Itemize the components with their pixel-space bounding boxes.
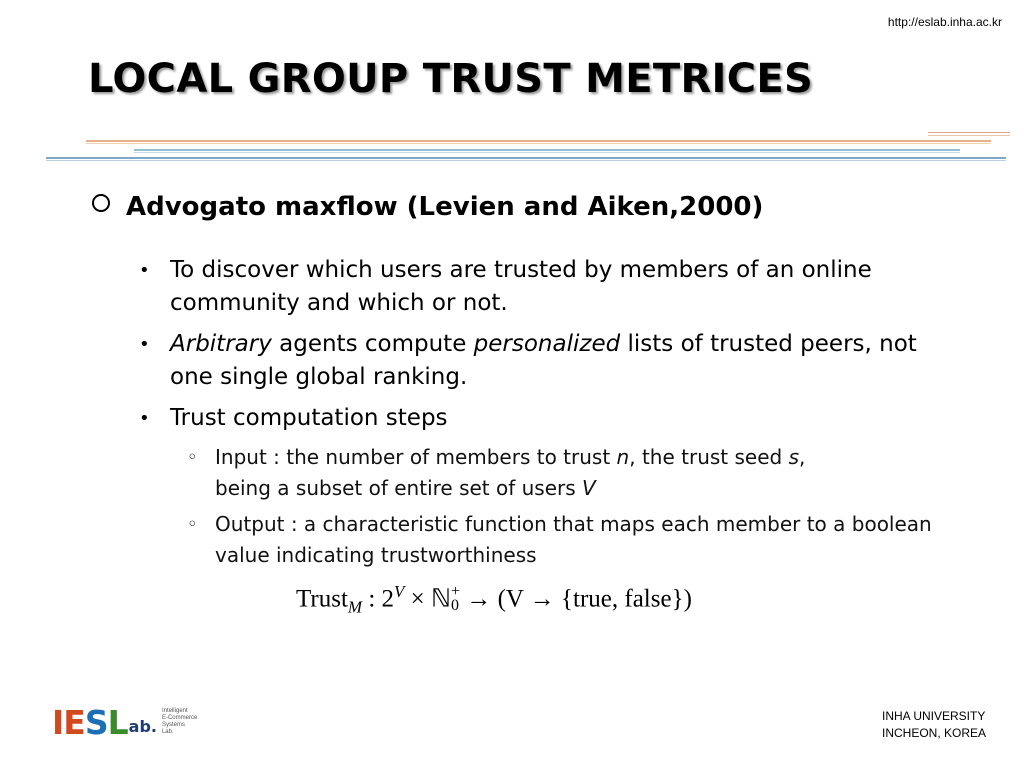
header-url[interactable]: http://eslab.inha.ac.kr <box>887 15 1002 29</box>
logo-subtext <box>162 708 197 736</box>
bullet-item <box>139 328 930 394</box>
formula-subscript: 0 <box>451 597 460 615</box>
logo-s: S <box>84 702 108 742</box>
logo-ab: ab. <box>128 717 157 736</box>
subbullet-item <box>187 442 965 504</box>
ieslab-logo <box>52 702 197 742</box>
divider-line <box>928 135 1010 136</box>
divider-line <box>928 132 1010 133</box>
divider-line <box>46 157 1006 159</box>
subbullet-variable: n <box>616 445 630 469</box>
hollow-circle-bullet-icon <box>92 194 110 212</box>
bullet-text: agents compute <box>271 331 474 357</box>
subbullet-text: Input : the number of members to trust <box>215 445 617 469</box>
divider-line <box>46 160 1006 161</box>
bullet-dot-icon: • <box>139 334 150 355</box>
bullet-text: Trust computation steps <box>170 405 448 431</box>
bullet-item <box>139 254 930 320</box>
logo-subtext-line: Systems <box>161 722 185 728</box>
divider-line <box>134 152 960 153</box>
logo-subtext-line: E-Commerce <box>161 715 198 721</box>
logo-l: L <box>107 702 128 742</box>
formula-part: → (V → {true, false}) <box>460 585 692 613</box>
bullet-dot-icon: • <box>139 408 150 429</box>
subbullet-text: being a subset of entire set of users <box>215 476 583 500</box>
logo-subtext-line: Lab. <box>161 729 174 735</box>
formula-subscript: M <box>347 597 363 617</box>
bullet-text-italic: Arbitrary <box>170 331 272 357</box>
subbullet-item <box>187 509 965 571</box>
subbullet-variable: V <box>582 476 596 500</box>
bullet-text: To discover which users are trusted by members of an online community and which or not. <box>170 257 872 316</box>
footer-university: INHA UNIVERSITY <box>881 709 986 723</box>
subbullet-variable: s <box>788 445 799 469</box>
subbullet-text: Output : a characteristic function that maps each member to a boolean value indicating trustworthiness <box>215 512 932 567</box>
formula-lhs: Trust <box>296 585 348 613</box>
divider-line <box>134 149 960 151</box>
bullet-text: lists of trusted peers, not one single global ranking. <box>170 331 917 390</box>
subbullet-circle-icon: ◦ <box>187 514 198 535</box>
divider-line <box>86 140 991 142</box>
divider-line <box>86 143 991 144</box>
formula-part: × ℕ <box>404 585 452 613</box>
formula-superscript: V <box>394 582 405 601</box>
bullet-text-italic: personalized <box>473 331 621 357</box>
subbullet-circle-icon: ◦ <box>187 447 198 468</box>
logo-ie: IE <box>52 702 85 742</box>
trust-formula <box>296 582 692 617</box>
formula-scripts <box>451 585 460 613</box>
formula-superscript: + <box>451 583 461 601</box>
section-heading <box>92 192 763 222</box>
logo-subtext-line: Intelligent <box>161 708 188 714</box>
subbullet-text: , the trust seed <box>629 445 789 469</box>
footer-location: INCHEON, KOREA <box>881 726 986 740</box>
bullet-dot-icon: • <box>139 260 150 281</box>
subbullet-text: , <box>799 445 806 469</box>
section-heading-text: Advogato maxflow (Levien and Aiken,2000) <box>126 192 764 222</box>
slide-title: LOCAL GROUP TRUST METRICES <box>88 56 814 102</box>
formula-part: : 2 <box>362 585 395 613</box>
bullet-item <box>139 402 930 435</box>
footer-affiliation <box>882 708 986 742</box>
